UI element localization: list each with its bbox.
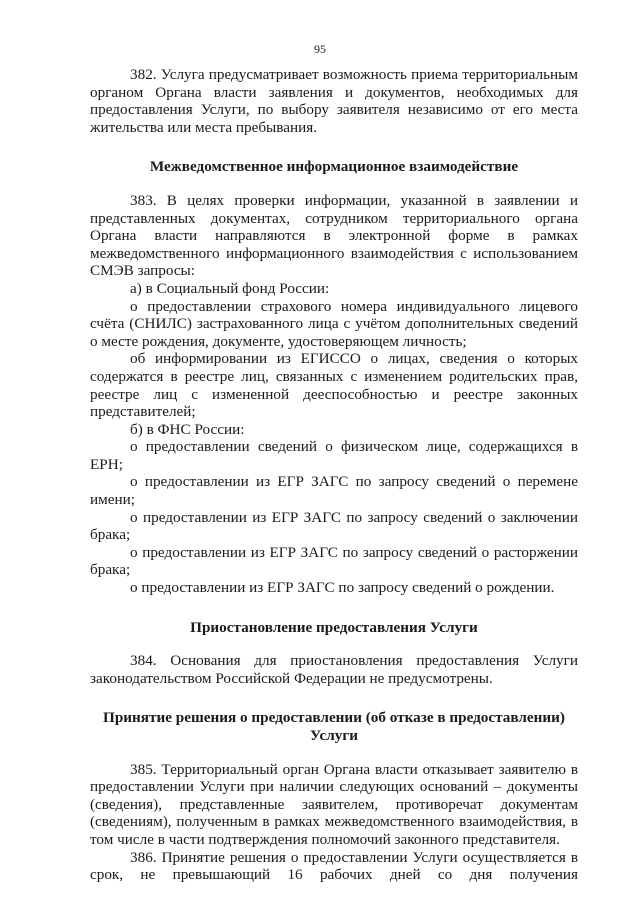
page-number: 95 (314, 42, 326, 56)
heading-decision: Принятие решения о предоставлении (об отказе в предоставлении) Услуги (103, 709, 565, 744)
heading-interagency: Межведомственное информационное взаимодействие (149, 158, 519, 176)
paragraph-384: 384. Основания для приостановления предоставления Услуги законодательством Российской Федерации не предусмотрены. (90, 652, 578, 687)
paragraph-382: 382. Услуга предусматривает возможность приема территориальным органом Органа власти заявления и документов, необходимых для предоставления Услуги, по выбору заявителя независимо от его места жительства или места пребывания. (90, 66, 578, 136)
paragraph-383-b: б) в ФНС России: (130, 420, 245, 438)
paragraph-386: 386. Принятие решения о предоставлении Услуги осуществляется в срок, не превышающий 16 рабочих дней со дня получения (90, 848, 578, 884)
paragraph-383-a: а) в Социальный фонд России: (130, 279, 330, 297)
paragraph-385: 385. Территориальный орган Органа власти отказывает заявителю в предоставлении Услуги при наличии следующих оснований – документы (сведения), представленные заявителем, противоречат документам (сведениям), полученным в рамках межведомственного взаимодействия, в том числе в части подтверждения полномочий законного представителя. (90, 760, 578, 848)
heading-suspension: Приостановление предоставления Услуги (190, 618, 478, 636)
paragraph-383: 383. В целях проверки информации, указанной в заявлении и представленных документах, сотрудником территориального органа Органа власти направляются в электронной форме в рамках межведомственного информационного взаимодействия с использованием СМЭВ запросы: (90, 191, 578, 280)
paragraph-383-b-4: о предоставлении из ЕГР ЗАГС по запросу сведений о расторжении брака; (90, 543, 578, 579)
paragraph-383-a-2: об информировании из ЕГИССО о лицах, сведения о которых содержатся в реестре лиц, связанных с изменением родительских прав, реестре лиц с измененной дееспособностью и реестре законных представителей; (90, 350, 578, 421)
document-body (90, 66, 578, 884)
paragraph-383-b-2: о предоставлении из ЕГР ЗАГС по запросу сведений о перемене имени; (90, 473, 578, 509)
paragraph-383-b-5: о предоставлении из ЕГР ЗАГС по запросу сведений о рождении. (130, 579, 555, 597)
paragraph-383-a-1: о предоставлении страхового номера индивидуального лицевого счёта (СНИЛС) застрахованного лица с учётом дополнительных сведений о месте рождения, документе, удостоверяющем личность; (90, 297, 578, 350)
paragraph-383-b-3: о предоставлении из ЕГР ЗАГС по запросу сведений о заключении брака; (90, 508, 578, 544)
paragraph-383-b-1: о предоставлении сведений о физическом лице, содержащихся в ЕРН; (90, 438, 578, 473)
